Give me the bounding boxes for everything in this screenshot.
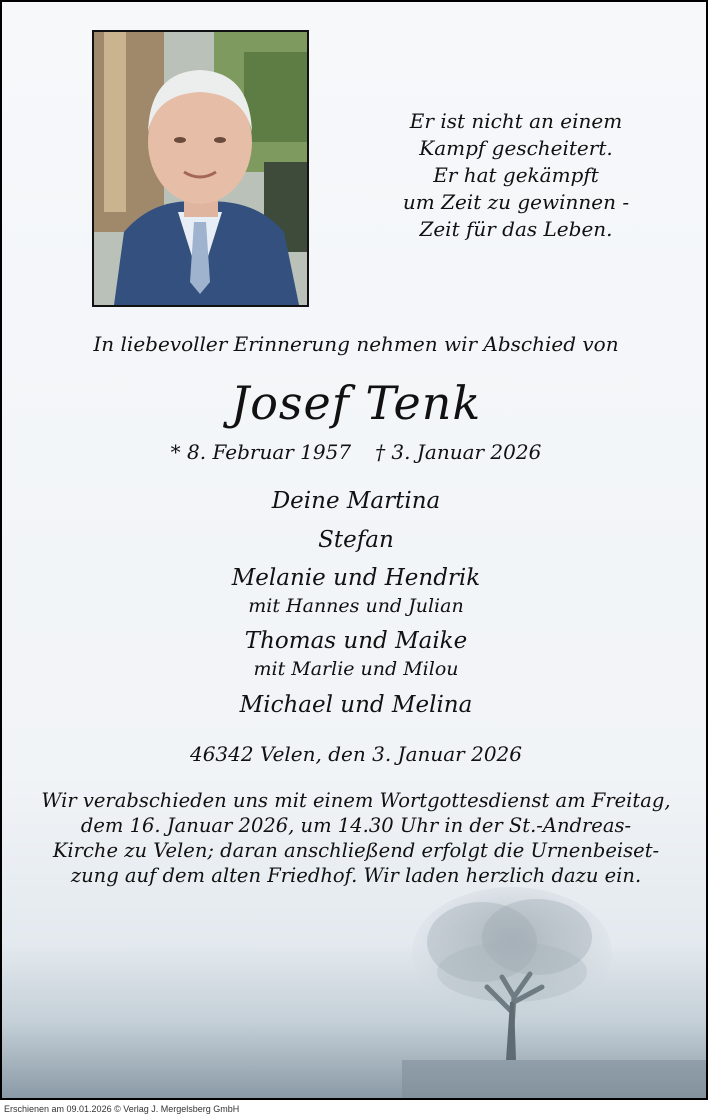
quote-line: Zeit für das Leben.: [419, 217, 613, 241]
misty-tree-image: [402, 882, 706, 1098]
service-line: Kirche zu Velen; daran anschließend erfolgt die Urnenbeiset-: [52, 839, 660, 862]
quote-line: Er hat gekämpft: [433, 163, 599, 187]
service-info: [22, 788, 690, 888]
quote-line: um Zeit zu gewinnen -: [402, 190, 630, 214]
portrait-photo: [92, 30, 309, 307]
publication-footer: Erschienen am 09.01.2026 © Verlag J. Mergelsberg GmbH: [0, 1100, 708, 1118]
quote-block: [366, 108, 666, 243]
family-member: Michael und Melina: [239, 692, 473, 718]
life-dates: [2, 440, 708, 464]
birth-date: * 8. Februar 1957: [170, 440, 352, 464]
family-member: Melanie und Hendrik: [231, 565, 481, 591]
deceased-name: Josef Tenk: [230, 376, 482, 430]
service-line: zung auf dem alten Friedhof. Wir laden herzlich dazu ein.: [70, 864, 642, 887]
service-line: dem 16. Januar 2026, um 14.30 Uhr in der St.-Andreas-: [80, 814, 632, 837]
death-date: † 3. Januar 2026: [375, 440, 542, 464]
family-member: Stefan: [318, 527, 394, 553]
quote-line: Kampf gescheitert.: [419, 136, 613, 160]
family-member: Thomas und Maike: [244, 628, 468, 654]
quote-line: Er ist nicht an einem: [409, 109, 623, 133]
family-member-sub: mit Hannes und Julian: [248, 595, 464, 617]
service-line: Wir verabschieden uns mit einem Wortgottesdienst am Freitag,: [41, 789, 671, 812]
family-member: Deine Martina: [271, 488, 441, 514]
family-member-sub: mit Marlie und Milou: [253, 658, 459, 680]
intro-text: In liebevoller Erinnerung nehmen wir Abschied von: [93, 332, 619, 356]
place-date: 46342 Velen, den 3. Januar 2026: [189, 742, 522, 766]
